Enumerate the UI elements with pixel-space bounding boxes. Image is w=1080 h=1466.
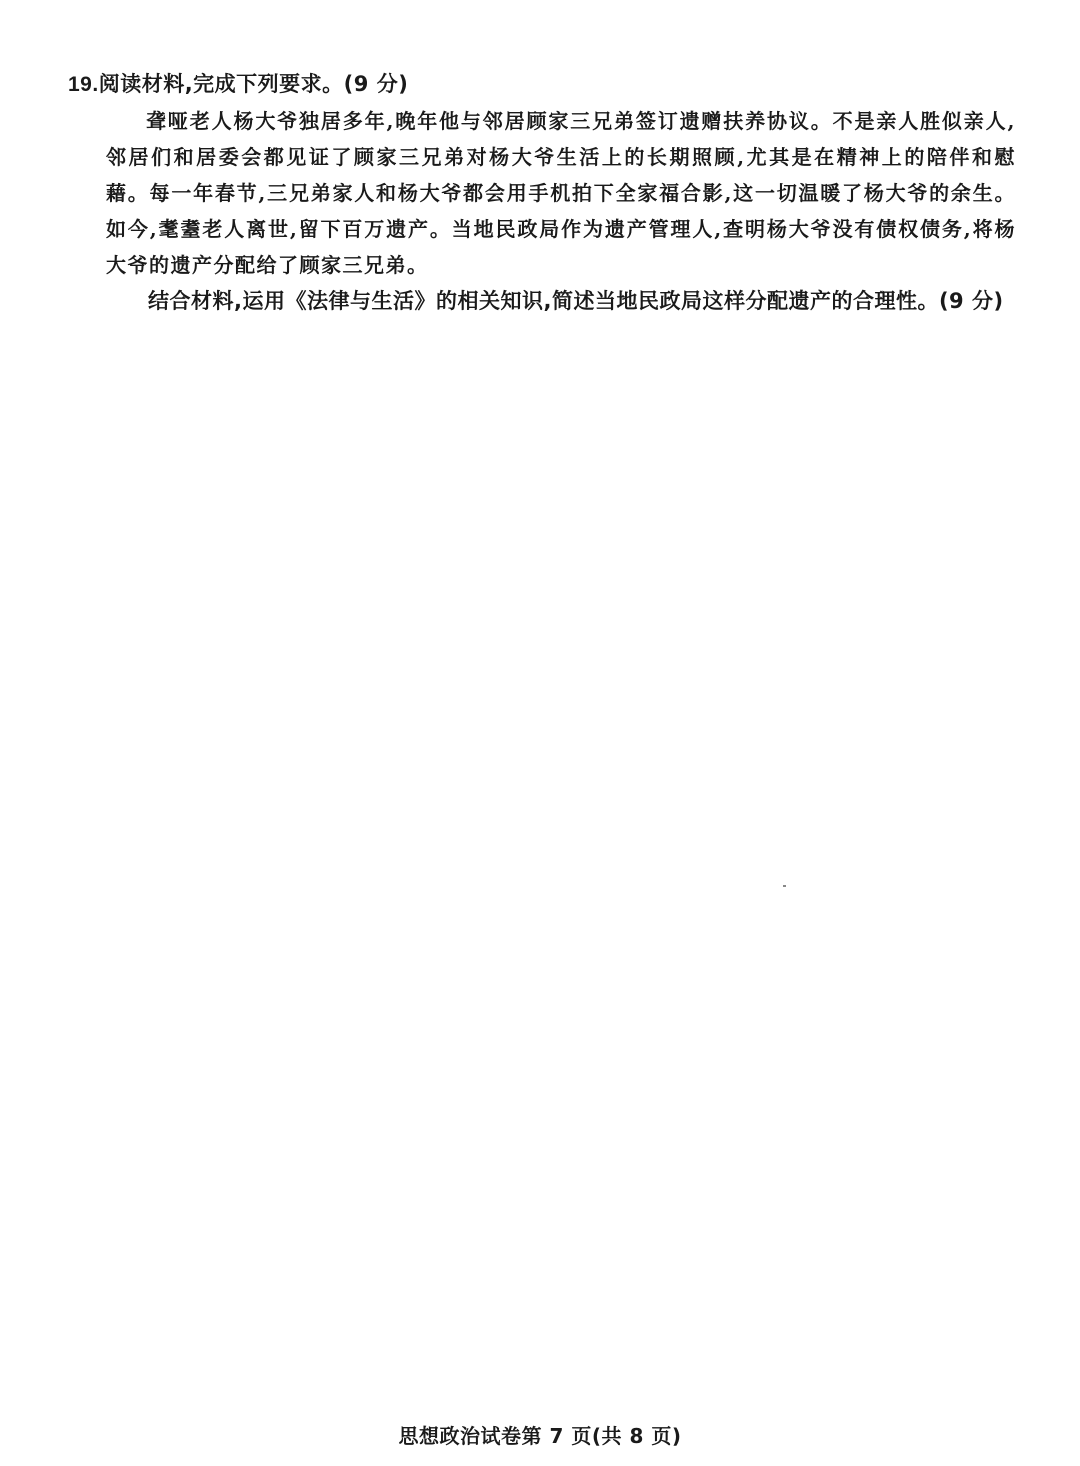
page-footer: 思想政治试卷第 7 页(共 8 页) (398, 1424, 682, 1448)
question-19 (68, 66, 1016, 319)
task-paragraph: 结合材料,运用《法律与生活》的相关知识,简述当地民政局这样分配遗产的合理性。(9 分) (148, 289, 1004, 313)
question-title-text: 阅读材料,完成下列要求。(9 分) (98, 72, 409, 96)
question-title (68, 66, 1016, 103)
material-paragraph: 聋哑老人杨大爷独居多年,晚年他与邻居顾家三兄弟签订遗赠扶养协议。不是亲人胜似亲人,邻居们和居委会都见证了顾家三兄弟对杨大爷生活上的长期照顾,尤其是在精神上的陪伴和慰藉。每一年春节,三兄弟家人和杨大爷都会用手机拍下全家福合影,这一切温暖了杨大爷的余生。如今,耄耋老人离世,留下百万遗产。当地民政局作为遗产管理人,查明杨大爷没有债权债务,将杨大爷的遗产分配给了顾家三兄弟。 (106, 109, 1016, 277)
question-number: 19. (68, 73, 99, 96)
scan-speck (783, 885, 786, 887)
